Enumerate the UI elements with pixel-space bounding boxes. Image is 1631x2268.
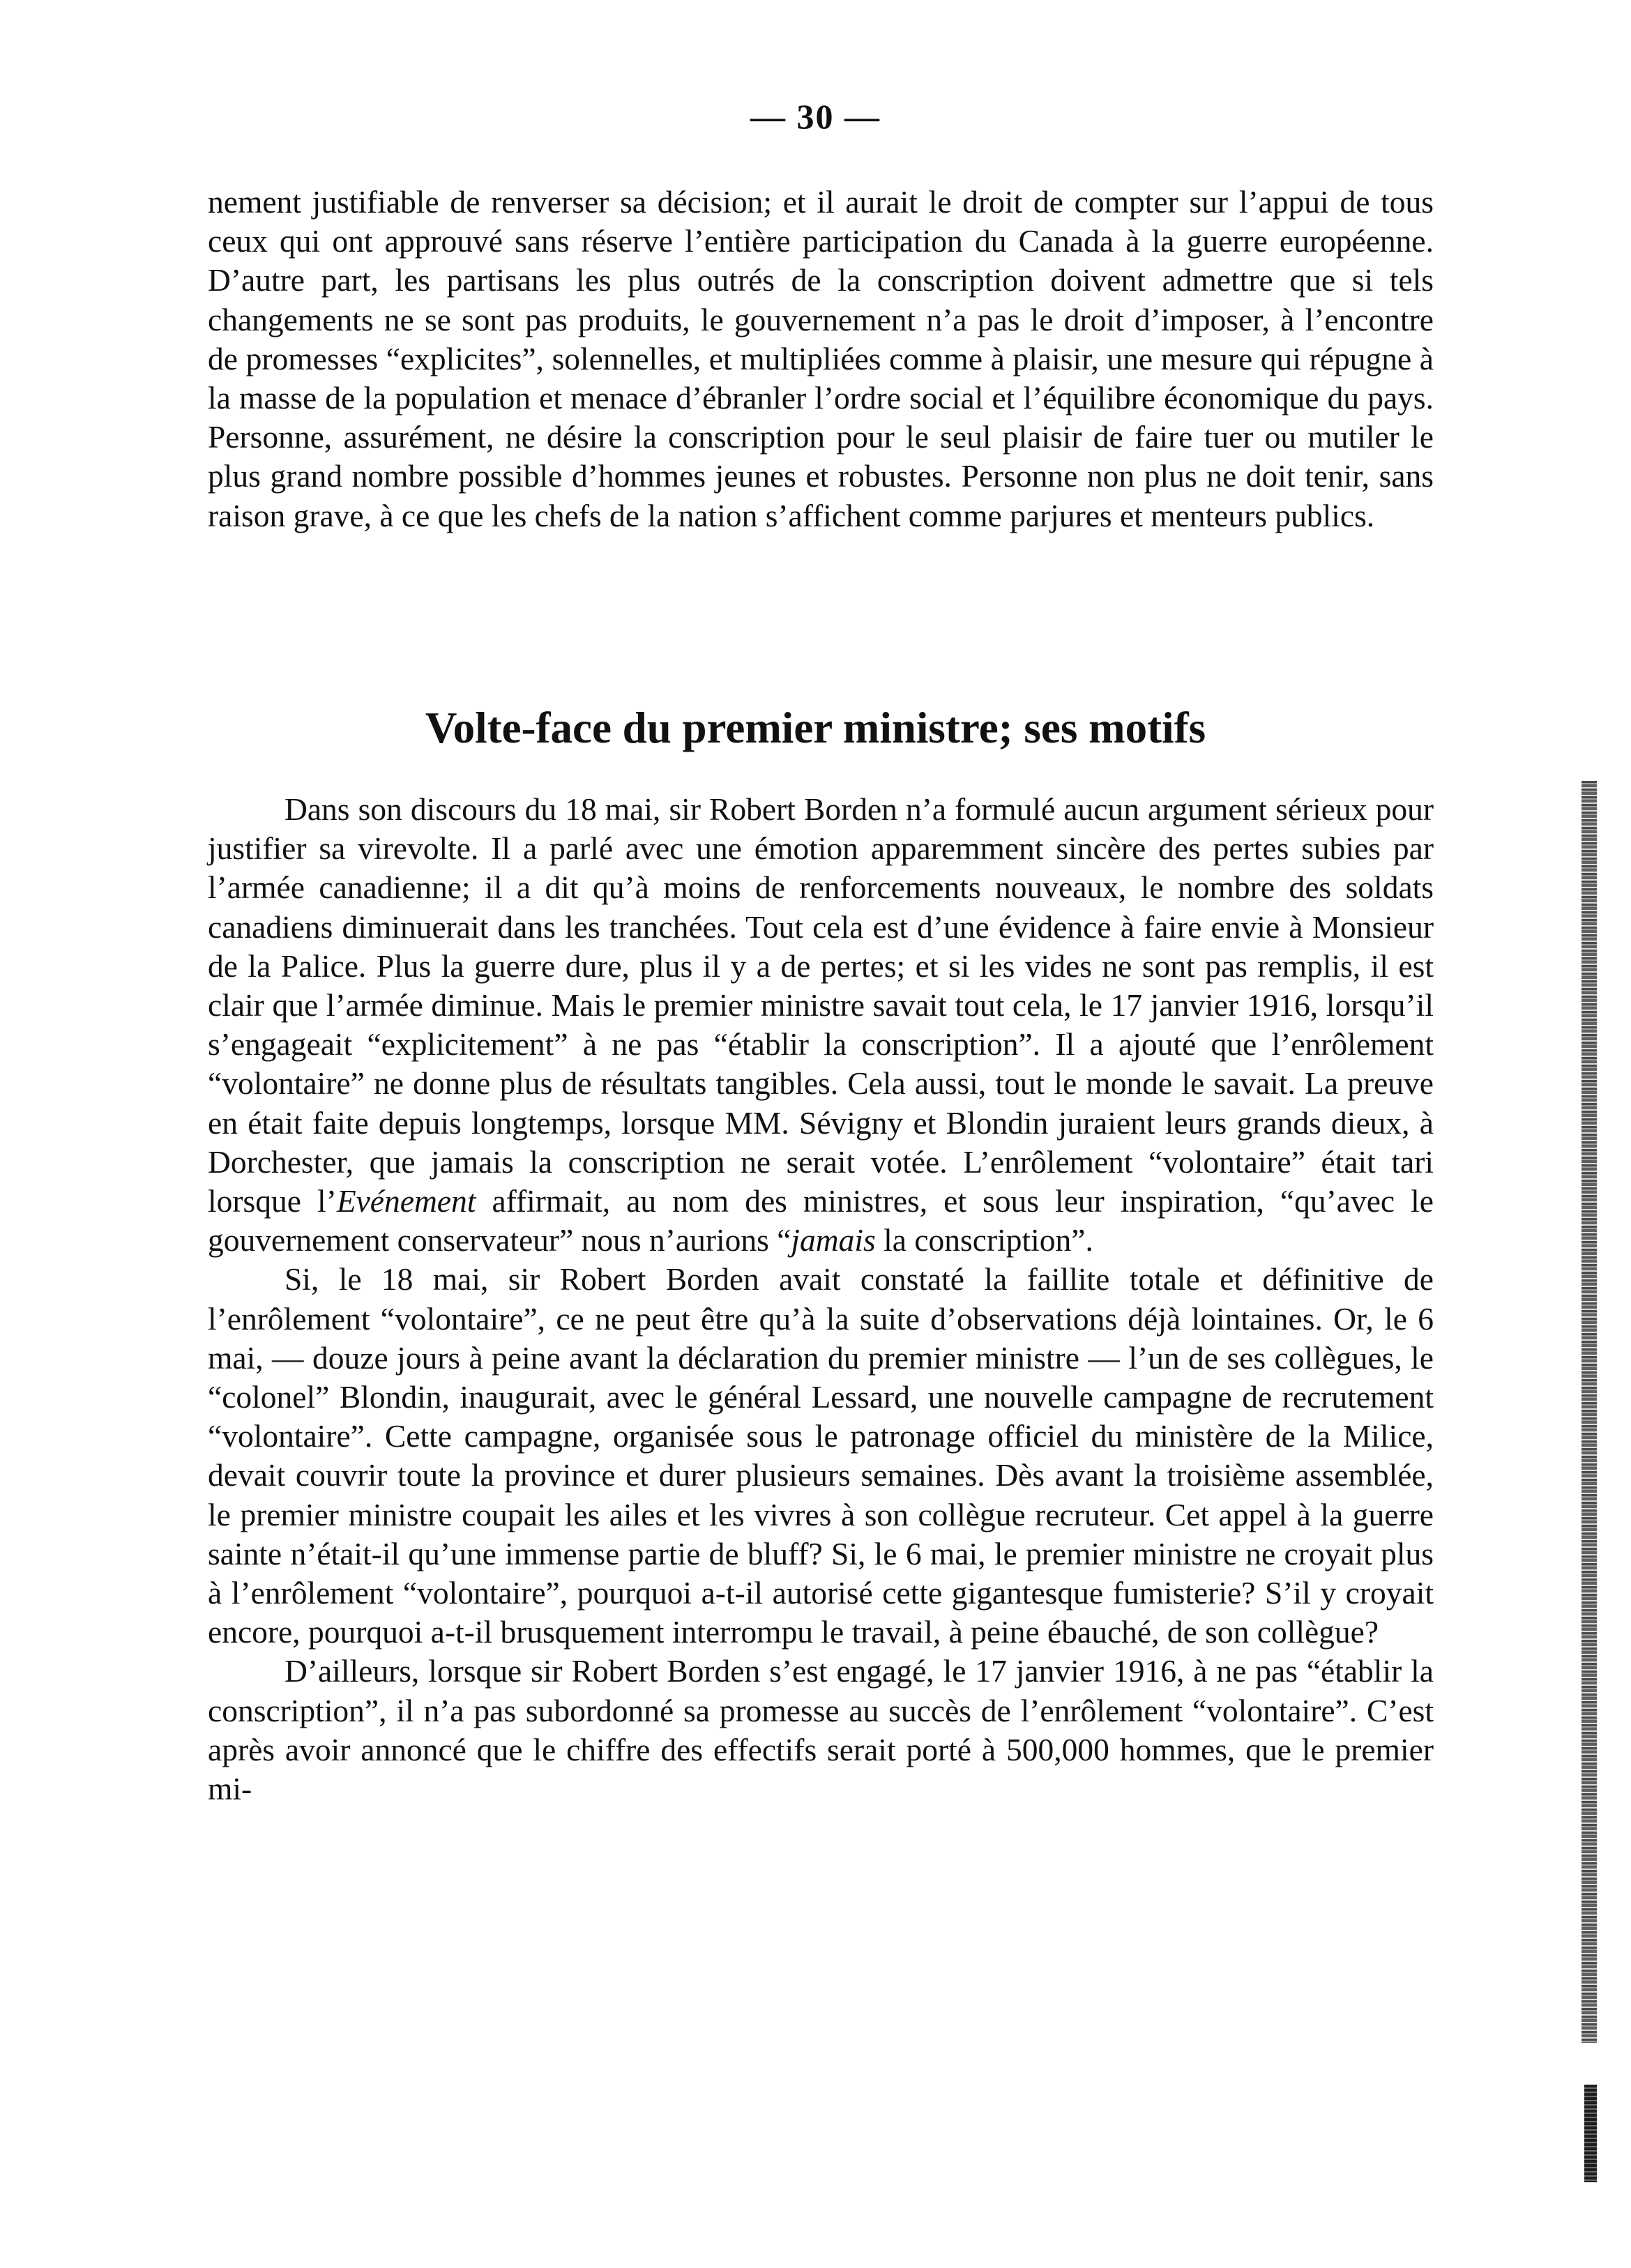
- opening-paragraph-block: [208, 183, 1434, 535]
- emphasis-jamais: jamais: [791, 1222, 876, 1258]
- scan-edge-artifact-lower: [1584, 2085, 1597, 2182]
- page-number: — 30 —: [750, 97, 881, 136]
- paragraph-2: [208, 790, 1434, 1260]
- section-heading: Volte-face du premier ministre; ses motifs: [425, 703, 1206, 752]
- paragraph-3: Si, le 18 mai, sir Robert Borden avait constaté la faillite totale et définitive de l’enrôlement “volontaire”, ce ne peut être qu’à la suite d’observations déjà lointaines. Or, le 6 mai, — douze jours à peine avant la déclaration du premier ministre — l’un de ses collègues, le “colonel” Blondin, inaugurait, avec le général Lessard, une nouvelle campagne de recrutement “volontaire”. Cette campagne, organisée sous le patronage officiel du ministère de la Milice, devait couvrir toute la province et durer plusieurs semaines. Dès avant la troisième assemblée, le premier ministre coupait les ailes et les vivres à son collègue recruteur. Cet appel à la guerre sainte n’était-il qu’une immense partie de bluff? Si, le 6 mai, le premier ministre ne croyait plus à l’enrôlement “volontaire”, pourquoi a-t-il autorisé cette gigantesque fumisterie? S’il y croyait encore, pourquoi a-t-il brusquement interrompu le travail, à peine ébauché, de son collègue?: [208, 1261, 1434, 1650]
- paragraph-2-text-a: Dans son discours du 18 mai, sir Robert Borden n’a formulé aucun argument sérieux pour justifier sa virevolte. Il a parlé avec une émotion apparemment sincère des pertes subies par l’armée canadienne; il a dit qu’à moins de renforcements nouveaux, le nombre des soldats canadiens diminuerait dans les tranchées. Tout cela est d’une évidence à faire envie à Monsieur de la Palice. Plus la guerre dure, plus il y a de pertes; et si les vides ne sont pas remplis, il est clair que l’armée diminue. Mais le premier ministre savait tout cela, le 17 janvier 1916, lorsqu’il s’engageait “explicitement” à ne pas “établir la conscription”. Il a ajouté que l’enrôlement “volontaire” ne donne plus de résultats tangibles. Cela aussi, tout le monde le savait. La preuve en était faite depuis longtemps, lorsque MM. Sévigny et Blondin juraient leurs grands dieux, à Dorchester, que jamais la conscription ne serait votée. L’enrôlement “volontaire” était tari lorsque l’: [208, 791, 1434, 1219]
- paragraph-4: D’ailleurs, lorsque sir Robert Borden s’est engagé, le 17 janvier 1916, à ne pas “établir la conscription”, il n’a pas subordonné sa promesse au succès de l’enrôlement “volontaire”. C’est après avoir annoncé que le chiffre des effectifs serait porté à 500,000 hommes, que le premier mi-: [208, 1653, 1434, 1807]
- scan-edge-artifact: [1581, 781, 1597, 2043]
- paragraph-1: nement justifiable de renverser sa décision; et il aurait le droit de compter sur l’appui de tous ceux qui ont approuvé sans réserve l’entière participation du Canada à la guerre européenne. D’autre part, les partisans les plus outrés de la conscription doivent admettre que si tels changements ne se sont pas produits, le gouvernement n’a pas le droit d’imposer, à l’encontre de promesses “explicites”, solennelles, et multipliées comme à plaisir, une mesure qui répugne à la masse de la population et menace d’ébranler l’ordre social et l’équilibre économique du pays. Personne, assurément, ne désire la conscription pour le seul plaisir de faire tuer ou mutiler le plus grand nombre possible d’hommes jeunes et robustes. Personne non plus ne doit tenir, sans raison grave, à ce que les chefs de la nation s’affichent comme parjures et menteurs publics.: [208, 184, 1434, 533]
- paragraph-2-text-b: affirmait, au nom des ministres, et sous leur inspiration, “qu’avec le gouvernement conservateur” nous n’aurions “: [208, 1183, 1434, 1258]
- newspaper-title: Evénement: [336, 1183, 476, 1219]
- paragraph-2-text-c: la conscription”.: [875, 1222, 1093, 1258]
- main-text-block: [208, 790, 1434, 1809]
